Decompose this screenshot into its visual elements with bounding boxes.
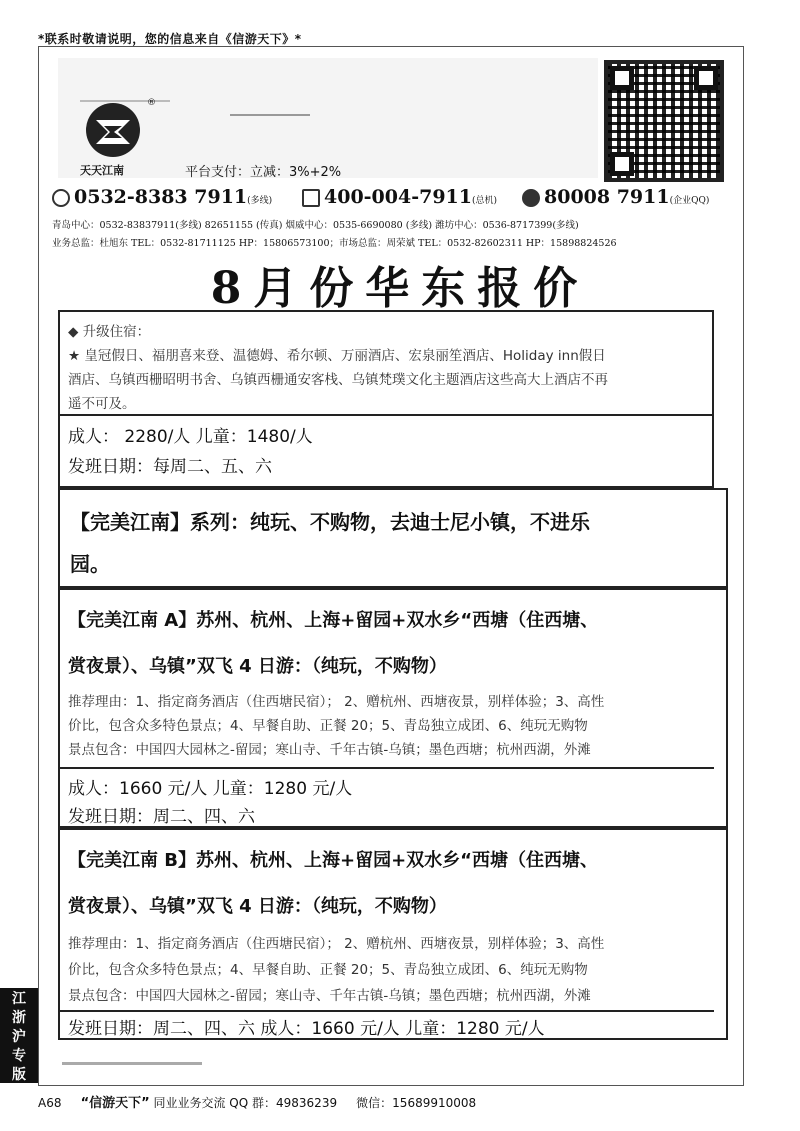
- route-a-spots: 景点包含：中国四大园林之-留园；寒山寺、千年古镇-乌镇；墨色西塘；杭州西湖，外滩: [68, 742, 591, 758]
- top-note: *联系时敬请说明，您的信息来自《信游天下》*: [38, 32, 302, 46]
- upgrade-price: 成人： 2280/人 儿童：1480/人: [68, 427, 313, 447]
- company-logo-icon: [78, 100, 148, 160]
- upgrade-section: [58, 310, 714, 488]
- route-b-spots: 景点包含：中国四大园林之-留园；寒山寺、千年古镇-乌镇；墨色西塘；杭州西湖，外滩: [68, 988, 591, 1004]
- route-b-section: [58, 828, 728, 1040]
- series-line-1: 【完美江南】系列：纯玩、不购物，去迪士尼小镇，不进乐: [70, 510, 590, 534]
- route-b-title-1: 【完美江南 B】苏州、杭州、上海+留园+双水乡“西塘（住西塘、: [68, 850, 598, 871]
- section-tab: 江 浙 沪 专 版: [0, 988, 38, 1083]
- route-b-schedule-price: 发班日期：周二、四、六 成人：1660 元/人 儿童：1280 元/人: [68, 1019, 545, 1039]
- qr-code: [604, 60, 724, 182]
- page-number: A68: [38, 1096, 62, 1110]
- enterprise-qq: 80008 7911(企业QQ): [522, 186, 709, 208]
- plum-branch-art: [80, 60, 170, 102]
- page-title: 8月份华东报价: [210, 263, 590, 314]
- main-line-phone: 400-004-7911(总机): [302, 186, 497, 208]
- route-b-reason-1: 推荐理由：1、指定商务酒店（住西塘民宿）； 2、赠杭州、西塘夜景，别样体验；3、高性: [68, 936, 605, 952]
- divider: [58, 767, 714, 769]
- landscape-art: [62, 1040, 202, 1065]
- boat-art: [230, 96, 310, 116]
- phone-icon: [52, 189, 70, 207]
- route-a-title-1: 【完美江南 A】苏州、杭州、上海+留园+双水乡“西塘（住西塘、: [68, 610, 599, 631]
- registered-mark: ®: [147, 98, 156, 108]
- hotel-list-line-1: ★ 皇冠假日、福朋喜来登、温德姆、希尔顿、万丽酒店、宏泉丽笙酒店、Holiday inn假日: [68, 348, 606, 364]
- route-a-title-2: 赏夜景）、乌镇”双飞 4 日游：（纯玩，不购物）: [68, 656, 447, 677]
- route-a-reason-2: 价比，包含众多特色景点；4、早餐自助、正餐 20；5、青岛独立成团、6、纯玩无购物: [68, 718, 588, 734]
- route-a-schedule: 发班日期：周二、四、六: [68, 807, 255, 827]
- sales-directors: 业务总监：杜旭东 TEL：0532-81711125 HP：15806573100；市场总监：周荣斌 TEL：0532-82602311 HP：15898824526: [52, 238, 617, 249]
- payment-note: 平台支付：立减：3%+2%: [185, 165, 342, 180]
- route-b-reason-2: 价比，包含众多特色景点；4、早餐自助、正餐 20；5、青岛独立成团、6、纯玩无购物: [68, 962, 588, 978]
- upgrade-schedule: 发班日期：每周二、五、六: [68, 457, 272, 477]
- route-a-price: 成人：1660 元/人 儿童：1280 元/人: [68, 779, 353, 799]
- footer-qq: 同业业务交流 QQ 群：49836239: [153, 1096, 338, 1110]
- branch-centers: 青岛中心：0532-83837911(多线) 82651155 (传真) 烟威中心：0535-6690080 (多线) 潍坊中心：0536-8717399(多线): [52, 220, 579, 231]
- footer: [38, 1092, 476, 1111]
- hotline-phone: 0532-8383 7911(多线): [52, 186, 272, 208]
- series-section: [58, 488, 728, 588]
- logo-text: 天天江南: [80, 164, 124, 177]
- route-b-title-2: 赏夜景）、乌镇”双飞 4 日游：（纯玩，不购物）: [68, 896, 447, 917]
- footer-brand: “信游天下”: [80, 1096, 150, 1111]
- footer-wechat: 微信：15689910008: [356, 1096, 477, 1110]
- route-a-section: [58, 588, 728, 828]
- qq-icon: [522, 189, 540, 207]
- upgrade-title: ◆ 升级住宿：: [68, 324, 151, 340]
- divider: [58, 414, 714, 416]
- hotel-list-line-3: 遥不可及。: [68, 396, 136, 412]
- series-line-2: 园。: [70, 552, 110, 576]
- phone-row: [52, 186, 742, 212]
- hotel-list-line-2: 酒店、乌镇西栅昭明书舍、乌镇西栅通安客栈、乌镇梵璞文化主题酒店这些高大上酒店不再: [68, 372, 608, 388]
- fax-icon: [302, 189, 320, 207]
- divider: [58, 1010, 714, 1012]
- route-a-reason-1: 推荐理由：1、指定商务酒店（住西塘民宿）； 2、赠杭州、西塘夜景，别样体验；3、高性: [68, 694, 605, 710]
